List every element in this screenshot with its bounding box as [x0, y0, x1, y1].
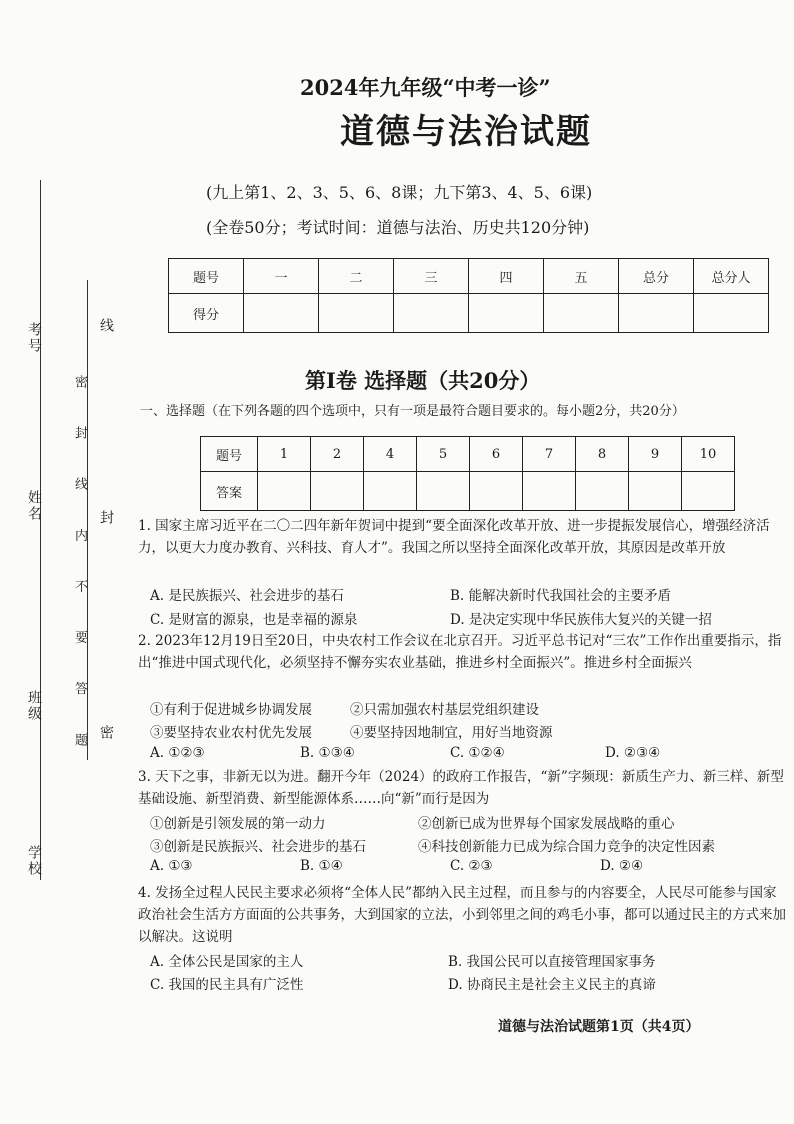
question-2-option-a: A. ①②③ — [150, 745, 205, 761]
question-4-option-b: B. 我国公民可以直接管理国家事务 — [448, 954, 656, 970]
question-3-item-4: ④科技创新能力已成为综合国力竞争的决定性因素 — [418, 839, 715, 855]
question-3-item-2: ②创新已成为世界每个国家发展战略的重心 — [418, 816, 675, 832]
answer-header-cell: 8 — [576, 437, 629, 472]
answer-header-cell: 1 — [258, 437, 311, 472]
question-2-item-2: ②只需加强农村基层党组织建设 — [350, 702, 539, 718]
seal-char-feng: 封 — [98, 510, 114, 526]
question-3-item-1: ①创新是引领发展的第一动力 — [150, 816, 326, 832]
exam-info: (全卷50分；考试时间：道德与法治、历史共120分钟) — [206, 218, 590, 237]
score-cell — [469, 294, 544, 333]
answer-header-cell: 4 — [364, 437, 417, 472]
answer-header-cell: 2 — [311, 437, 364, 472]
score-row-label: 得分 — [169, 294, 244, 333]
section-instruction: 一、选择题（在下列各题的四个选项中，只有一项是最符合题目要求的。每小题2分，共20分） — [140, 404, 685, 419]
question-1-option-d: D. 是决定实现中华民族伟大复兴的关键一招 — [450, 612, 712, 628]
answer-cell — [364, 472, 417, 511]
answer-header-cell: 9 — [629, 437, 682, 472]
score-cell — [544, 294, 619, 333]
question-3-option-b: B. ①④ — [300, 858, 343, 874]
exam-title-line1: 2024年九年级“中考一诊” — [300, 75, 551, 100]
school-label: 学校 — [26, 845, 42, 877]
question-4-option-d: D. 协商民主是社会主义民主的真谛 — [448, 977, 656, 993]
score-header-cell: 一 — [244, 259, 319, 294]
score-cell — [394, 294, 469, 333]
seal-char-mi: 密 — [98, 725, 114, 741]
name-label: 姓名 — [26, 490, 42, 522]
score-header-cell: 四 — [469, 259, 544, 294]
question-3-option-d: D. ②④ — [600, 858, 644, 874]
answer-header-cell: 题号 — [201, 437, 258, 472]
seal-char-xian: 线 — [98, 318, 114, 334]
answer-header-cell: 10 — [682, 437, 735, 472]
score-header-cell: 二 — [319, 259, 394, 294]
answer-cell — [311, 472, 364, 511]
question-1-option-b: B. 能解决新时代我国社会的主要矛盾 — [450, 588, 672, 604]
binding-margin — [0, 0, 120, 1124]
score-header-cell: 题号 — [169, 259, 244, 294]
question-3-item-3: ③创新是民族振兴、社会进步的基石 — [150, 839, 366, 855]
answer-row-label: 答案 — [201, 472, 258, 511]
answer-cell — [629, 472, 682, 511]
question-2-item-3: ③要坚持农业农村优先发展 — [150, 725, 312, 741]
answer-header-cell: 7 — [523, 437, 576, 472]
score-cell — [619, 294, 694, 333]
answer-cell — [682, 472, 735, 511]
question-1-option-c: C. 是财富的源泉，也是幸福的源泉 — [150, 612, 358, 628]
question-1-option-a: A. 是民族振兴、社会进步的基石 — [150, 588, 344, 604]
question-3-option-c: C. ②③ — [450, 858, 493, 874]
question-3-option-a: A. ①③ — [150, 858, 193, 874]
score-header-cell: 三 — [394, 259, 469, 294]
answer-cell — [576, 472, 629, 511]
answer-cell — [258, 472, 311, 511]
score-table-score-row — [169, 294, 769, 333]
left-fill-line — [40, 180, 41, 880]
question-2-option-b: B. ①③④ — [300, 745, 355, 761]
exam-scope: (九上第1、2、3、5、6、8课；九下第3、4、5、6课) — [206, 183, 593, 202]
question-4-option-c: C. 我国的民主具有广泛性 — [150, 977, 304, 993]
exam-no-label: 考号 — [26, 322, 42, 354]
score-table-header-row — [169, 259, 769, 294]
score-header-cell: 五 — [544, 259, 619, 294]
answer-table-header-row — [201, 437, 735, 472]
question-2-option-c: C. ①②④ — [450, 745, 505, 761]
answer-table-answer-row — [201, 472, 735, 511]
score-cell — [694, 294, 769, 333]
question-3-stem: 3. 天下之事，非新无以为进。翻开今年（2024）的政府工作报告，“新”字频现：新质生产力、新三样、新型基础设施、新型消费、新型能源体系……向“新”而行是因为 — [138, 769, 784, 807]
answer-cell — [417, 472, 470, 511]
answer-header-cell: 5 — [417, 437, 470, 472]
score-cell — [244, 294, 319, 333]
page-footer: 道德与法治试题第1页（共4页） — [498, 1019, 700, 1035]
answer-table — [200, 436, 735, 511]
score-header-cell: 总分 — [619, 259, 694, 294]
answer-cell — [523, 472, 576, 511]
seal-notice: 密 封 线 内 不 要 答 题 — [72, 375, 87, 763]
question-2-item-1: ①有利于促进城乡协调发展 — [150, 702, 312, 718]
answer-cell — [470, 472, 523, 511]
question-2-stem: 2. 2023年12月19日至20日，中央农村工作会议在北京召开。习近平总书记对“三农”工作作出重要指示，指出“推进中国式现代化，必须坚持不懈夯实农业基础，推进乡村全面振兴”。推进乡村全面振兴 — [138, 633, 782, 671]
exam-title-line2: 道德与法治试题 — [340, 112, 592, 152]
question-2-item-4: ④要坚持因地制宜，用好当地资源 — [350, 725, 553, 741]
answer-header-cell: 6 — [470, 437, 523, 472]
class-label: 班级 — [26, 690, 42, 722]
score-cell — [319, 294, 394, 333]
question-4-stem: 4. 发扬全过程人民民主要求必须将“全体人民”都纳入民主过程，而且参与的内容要全，人民尽可能参与国家政治社会生活方方面面的公共事务，大到国家的立法，小到邻里之间的鸡毛小事，都可以通过民主的方式来加以解决。这说明 — [138, 885, 786, 945]
question-1-stem: 1. 国家主席习近平在二〇二四年新年贺词中提到“要全面深化改革开放、进一步提振发展信心，增强经济活力，以更大力度办教育、兴科技、育人才”。我国之所以坚持全面深化改革开放，其原因是改革开放 — [138, 518, 770, 556]
question-2-option-d: D. ②③④ — [605, 745, 661, 761]
score-table — [168, 258, 769, 333]
question-4-option-a: A. 全体公民是国家的主人 — [150, 954, 304, 970]
section-title: 第Ⅰ卷 选择题（共20分） — [305, 368, 541, 393]
score-header-cell: 总分人 — [694, 259, 769, 294]
